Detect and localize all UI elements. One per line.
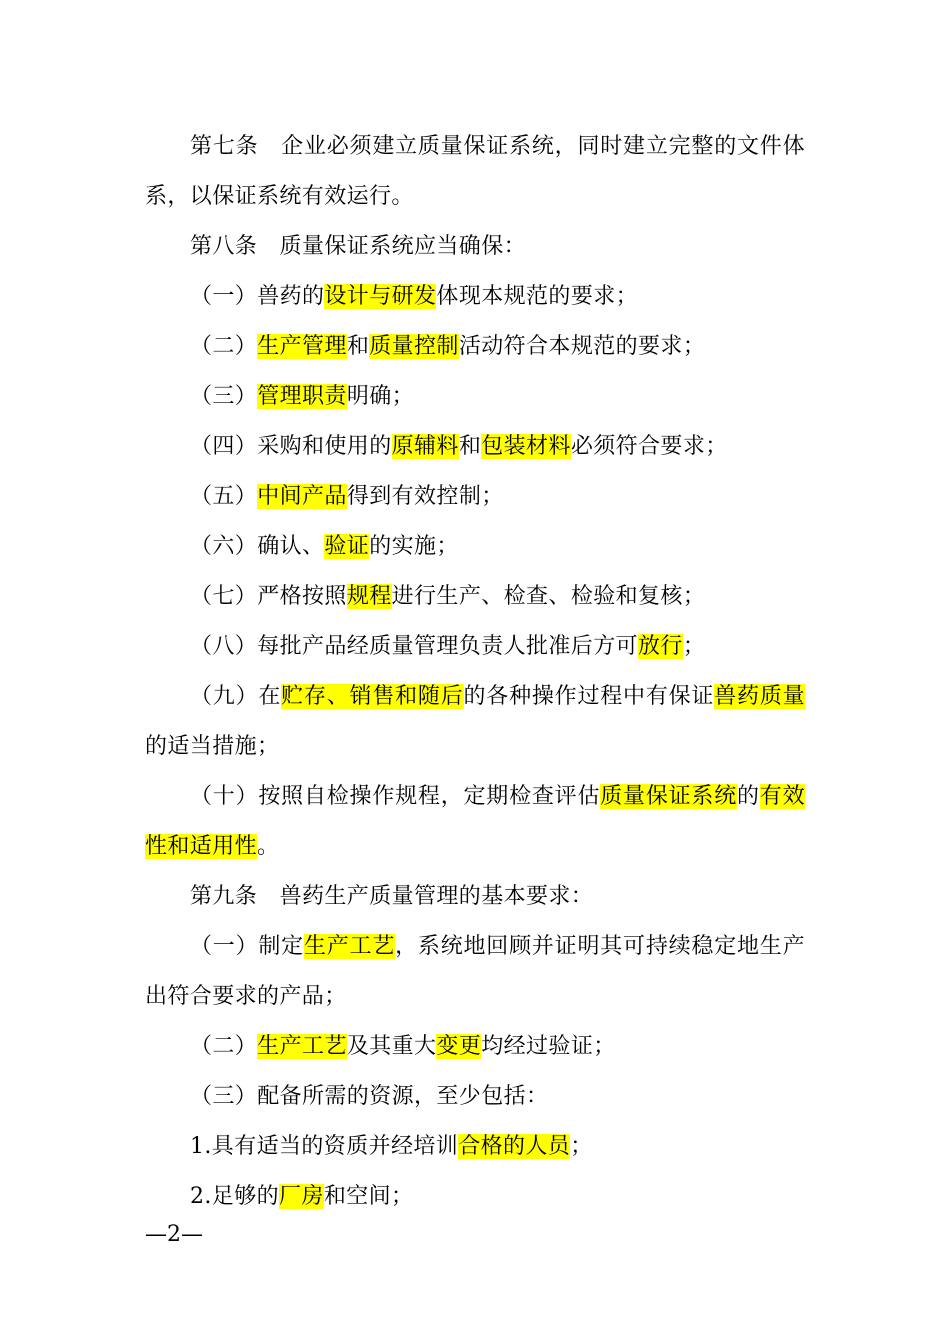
text-line-art9-title	[190, 882, 805, 912]
highlighted-term: 放行	[638, 634, 683, 659]
highlighted-term: 变更	[436, 1034, 482, 1059]
text-segment: （六）确认、	[190, 534, 325, 559]
highlighted-term: 生产工艺	[303, 934, 396, 959]
text-line-art8-10-l2	[145, 832, 805, 862]
text-segment: （三）配备所需的资源，至少包括：	[190, 1084, 549, 1109]
text-segment: 第九条 兽药生产质量管理的基本要求：	[190, 884, 594, 909]
text-segment: ；	[682, 634, 706, 659]
text-segment: （八）每批产品经质量管理负责人批准后方可	[190, 634, 639, 659]
text-segment: ；	[570, 1134, 593, 1159]
text-line-art8-6	[190, 532, 805, 562]
text-segment: （五）	[190, 484, 258, 509]
text-segment: 第七条 企业必须建立质量保证系统，同时建立完整的文件体	[190, 134, 805, 159]
text-segment: 体现本规范的要求；	[436, 284, 639, 309]
text-line-art9-3	[190, 1082, 805, 1112]
highlighted-term: 质量控制	[369, 334, 459, 359]
highlighted-term: 生产管理	[257, 334, 347, 359]
text-line-art8-10-l1	[190, 782, 805, 812]
text-segment: 第八条 质量保证系统应当确保：	[190, 234, 527, 259]
highlighted-term: 设计与研发	[324, 284, 437, 309]
highlighted-term: 厂房	[279, 1184, 324, 1209]
highlighted-term: 中间产品	[257, 484, 347, 509]
highlighted-term: 生产工艺	[257, 1034, 347, 1059]
text-segment: 及其重大	[346, 1034, 437, 1059]
text-line-art7-l2	[145, 182, 805, 212]
page-number: —2—	[145, 1222, 203, 1247]
text-segment: （七）严格按照	[190, 584, 347, 609]
text-segment: 2.足够的	[190, 1184, 279, 1209]
text-segment: 的实施；	[369, 534, 459, 559]
text-segment: 活动符合本规范的要求；	[458, 334, 706, 359]
text-segment: 的	[737, 784, 760, 809]
highlighted-term: 兽药质量	[714, 684, 806, 709]
highlighted-term: 有效	[759, 784, 805, 809]
text-segment: 出符合要求的产品；	[145, 984, 347, 1009]
highlighted-term: 管理职责	[257, 384, 347, 409]
text-segment: （十）按照自检操作规程，定期检查评估	[190, 784, 601, 809]
text-line-art9-2	[190, 1032, 805, 1062]
text-segment: 得到有效控制；	[346, 484, 504, 509]
text-line-art8-2	[190, 332, 805, 362]
highlighted-term: 验证	[324, 534, 370, 559]
text-line-art8-7	[190, 582, 805, 612]
text-segment: 和	[346, 334, 370, 359]
highlighted-term: 包装材料	[481, 434, 571, 459]
text-segment: 。	[257, 834, 280, 859]
text-line-art9-3-1	[190, 1132, 805, 1162]
text-segment: 1.具有适当的资质并经培训	[190, 1134, 459, 1159]
text-line-art8-1	[190, 282, 805, 312]
text-segment: ，系统地回顾并证明其可持续稳定地生产	[395, 934, 805, 959]
highlighted-term: 原辅料	[391, 434, 459, 459]
text-line-art8-9-l2	[145, 732, 805, 762]
text-segment: （二）	[190, 1034, 258, 1059]
text-line-art9-1-l2	[145, 982, 805, 1012]
highlighted-term: 质量保证系统	[600, 784, 737, 809]
highlighted-term: 性和适用性	[145, 834, 258, 859]
text-segment: （三）	[190, 384, 258, 409]
text-segment: 和空间；	[323, 1184, 414, 1209]
text-line-art8-4	[190, 432, 805, 462]
text-segment: 的适当措施；	[145, 734, 280, 759]
text-segment: 均经过验证；	[481, 1034, 616, 1059]
text-segment: （二）	[190, 334, 258, 359]
text-line-art9-1-l1	[190, 932, 805, 962]
text-line-art8-8	[190, 632, 805, 662]
text-segment: （四）采购和使用的	[190, 434, 392, 459]
text-segment: 必须符合要求；	[570, 434, 728, 459]
highlighted-term: 贮存、销售和随后	[281, 684, 464, 709]
text-segment: 明确；	[346, 384, 415, 409]
text-line-art7-l1	[190, 132, 805, 162]
text-segment: （一）制定	[190, 934, 304, 959]
text-segment: 的各种操作过程中有保证	[463, 684, 715, 709]
highlighted-term: 合格的人员	[458, 1134, 571, 1159]
text-line-art8-9-l1	[190, 682, 805, 712]
highlighted-term: 规程	[346, 584, 392, 609]
text-segment: 进行生产、检查、检验和复核；	[391, 584, 706, 609]
text-line-art9-3-2	[190, 1182, 805, 1212]
text-segment: 系，以保证系统有效运行。	[145, 184, 414, 209]
text-segment: （一）兽药的	[190, 284, 325, 309]
text-line-art8-title	[190, 232, 805, 262]
text-segment: （九）在	[190, 684, 282, 709]
text-line-art8-3	[190, 382, 805, 412]
text-segment: 和	[458, 434, 482, 459]
text-line-art8-5	[190, 482, 805, 512]
